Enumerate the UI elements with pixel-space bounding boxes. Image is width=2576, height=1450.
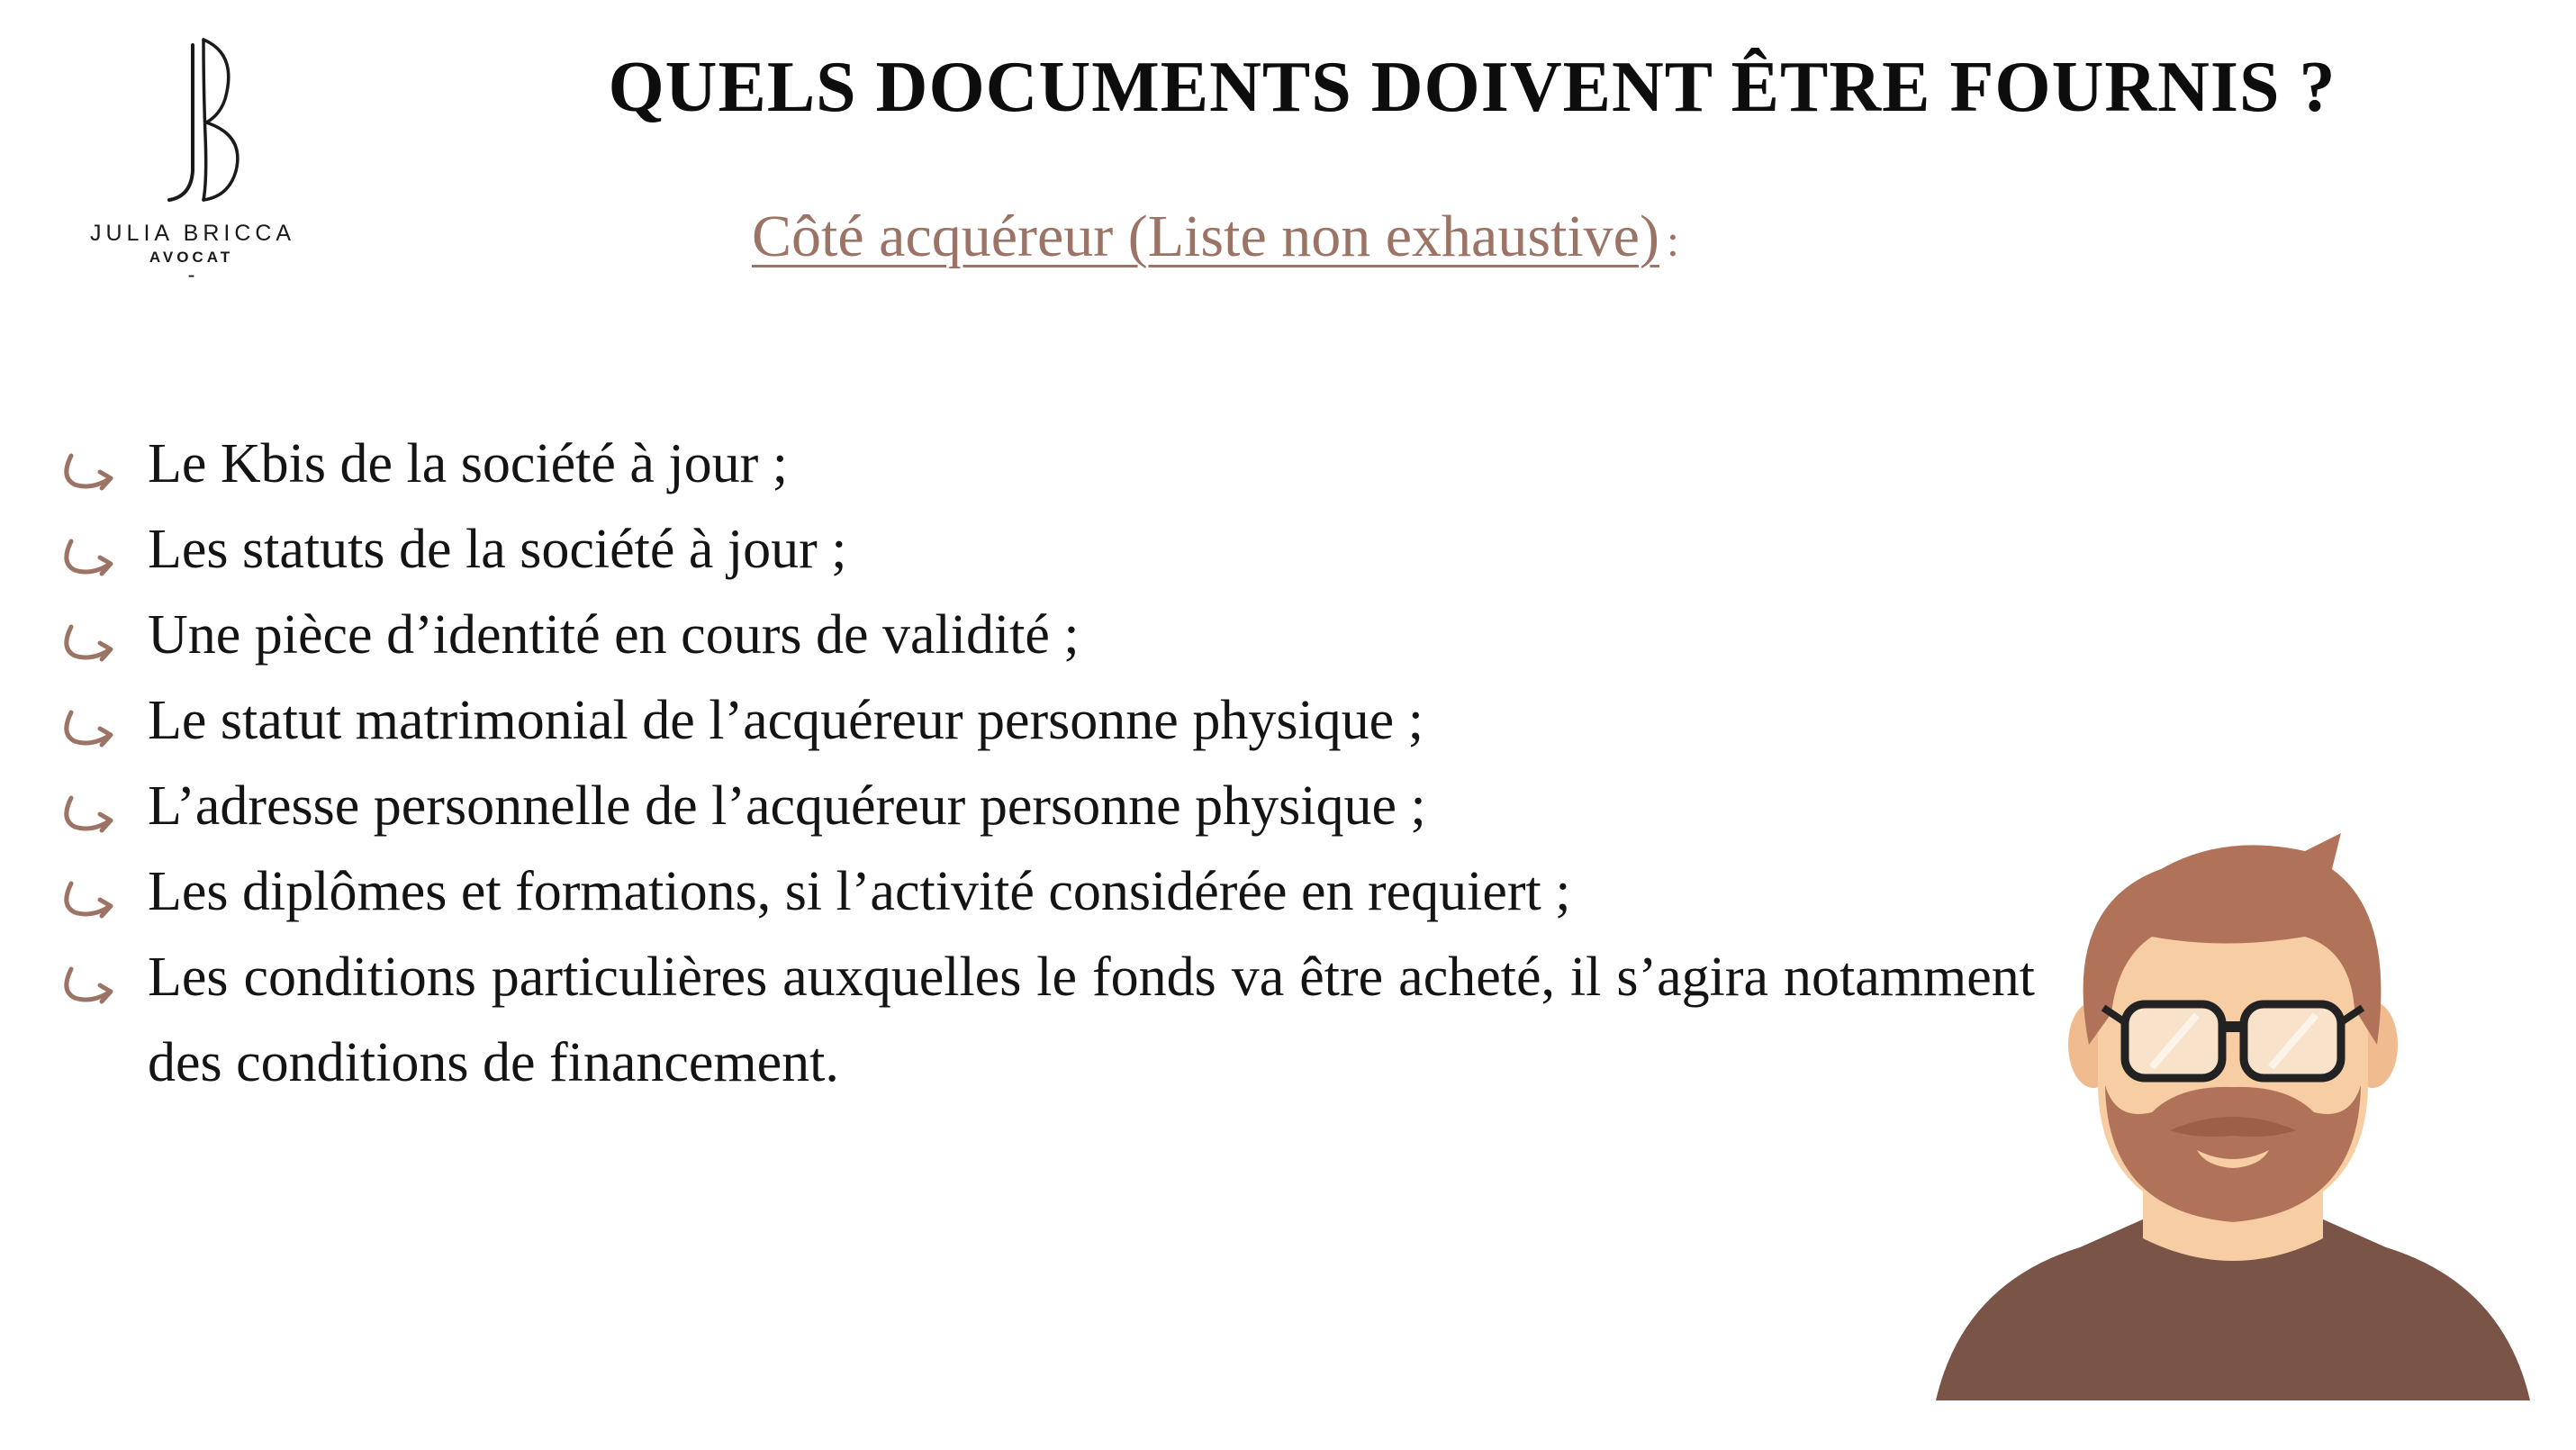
curved-arrow-icon (59, 620, 122, 665)
list-item (54, 421, 2035, 507)
logo (90, 36, 296, 297)
curved-arrow-icon (59, 705, 122, 750)
logo-monogram-icon (135, 36, 243, 207)
list-item-text: Le statut matrimonial de l’acquéreur personne physique ; (148, 690, 1424, 751)
logo-subtitle: AVOCAT (149, 249, 234, 266)
list-item (54, 678, 2035, 764)
curved-arrow-icon (59, 876, 122, 921)
list-item (54, 935, 2035, 1106)
section-subtitle (752, 203, 1679, 271)
list-item (54, 849, 2035, 935)
page-title: QUELS DOCUMENTS DOIVENT ÊTRE FOURNIS ? (608, 48, 2336, 127)
logo-dash: - (187, 263, 195, 287)
list-item-text: Les diplômes et formations, si l’activité considérée en requiert ; (148, 861, 1571, 922)
curved-arrow-icon (59, 962, 122, 1007)
list-item (54, 764, 2035, 849)
list-item (54, 593, 2035, 678)
list-item-text: L’adresse personnelle de l’acquéreur personne physique ; (148, 775, 1426, 837)
subtitle-text: Côté acquéreur (Liste non exhaustive) (752, 204, 1659, 269)
subtitle-colon: : (1666, 215, 1679, 266)
list-item (54, 507, 2035, 593)
list-item-text: Les conditions particulières auxquelles le fonds va être acheté, il s’agira notamment des conditions de financement. (148, 947, 2035, 1093)
curved-arrow-icon (59, 534, 122, 579)
list-item-text: Une pièce d’identité en cours de validité ; (148, 604, 1080, 666)
list-item-text: Les statuts de la société à jour ; (148, 519, 847, 580)
list-item-text: Le Kbis de la société à jour ; (148, 433, 789, 494)
logo-name: JULIA BRICCA (90, 221, 296, 246)
bearded-man-avatar (1927, 815, 2539, 1405)
curved-arrow-icon (59, 449, 122, 494)
documents-list (54, 421, 2035, 1106)
curved-arrow-icon (59, 791, 122, 836)
